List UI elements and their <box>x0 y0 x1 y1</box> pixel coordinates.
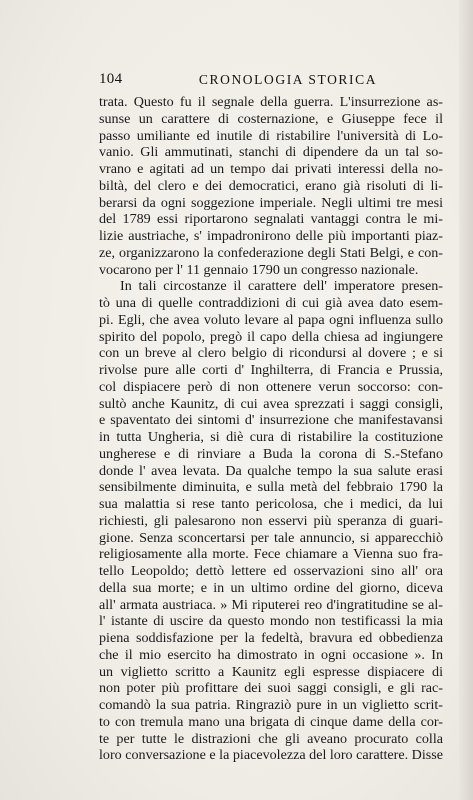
text-line: in tutta Ungheria, si diè cura di ristabilire la costituzione <box>99 429 443 445</box>
text-line: In tali circostanze il carattere dell' imperatore presen- <box>120 278 443 295</box>
running-title: CRONOLOGIA STORICA <box>198 72 378 87</box>
text-line: del 1789 essi riportarono segnalati vantaggi contra le mi- <box>99 211 443 228</box>
text-line: to con tremula mano una brigata di cinque dame della cor- <box>99 713 443 730</box>
text-line: tò una di quelle contraddizioni di cui già avea dato esem- <box>99 295 443 311</box>
text-line: vocarono per l' 11 gennaio 1790 un congresso nazionale. <box>99 261 419 278</box>
text-line: trata. Questo fu il segnale della guerra. L'insurrezione as- <box>99 94 443 110</box>
body-text <box>99 94 443 764</box>
text-line: comandò la sua patria. Ringraziò pure in un viglietto scrit- <box>99 697 443 713</box>
text-line: sua malattia si rese tanto pericolosa, che i medici, da lui <box>99 496 443 512</box>
text-line: gione. Senza sconcertarsi per tale annuncio, si apparecchiò <box>99 529 443 546</box>
text-line: biltà, del clero e dei democratici, erano già risoluti di li- <box>99 177 443 194</box>
page-number: 104 <box>99 71 123 87</box>
text-line: col dispiacere però di non ottenere verun soccorso: con- <box>99 378 443 395</box>
text-line: religiosamente alla morte. Fece chiamare a Vienna suo fra- <box>99 546 443 563</box>
text-line: piena soddisfazione per la fedeltà, bravura ed obbedienza <box>99 630 443 646</box>
text-line: vanio. Gli ammutinati, stanchi di dipendere da un tal so- <box>99 144 443 161</box>
text-line: l' istante di uscire da questo mondo non testificassi la mia <box>99 613 443 630</box>
page-gutter-shadow <box>459 0 473 800</box>
text-line: che il mio esercito ha dimostrato in ogni occasione ». In <box>99 646 443 663</box>
text-line: loro conversazione e la piacevolezza del loro carattere. Disse <box>99 747 443 764</box>
page-header <box>99 71 437 91</box>
text-line: berarsi da ogni soggezione imperiale. Negli ultimi tre mesi <box>99 194 443 211</box>
text-line: e spaventato dei sintomi d' insurrezione che manifestavansi <box>99 412 443 429</box>
text-line: donde l' avea levata. Da qualche tempo la sua salute erasi <box>99 462 443 479</box>
text-line: spirito del popolo, pregò il capo della chiesa ad ingiungere <box>99 328 443 345</box>
text-line: tello Leopoldo; dettò lettere ed osservazioni sino all' ora <box>99 563 443 579</box>
text-line: lizie austriache, s' impadronirono delle più importanti piaz- <box>99 228 443 244</box>
text-line: passo umiliante ed inutile di ristabilire l'università di Lo- <box>99 127 443 144</box>
text-line: rivolse pure alle corti d' Inghilterra, di Francia e Prussia, <box>99 362 443 378</box>
text-line: all' armata austriaca. » Mi riputerei reo d'ingratitudine se al- <box>99 596 443 613</box>
text-line: con un breve al clero belgio di ricondursi al dovere ; e si <box>99 345 443 362</box>
text-line: pi. Egli, che avea voluto levare al papa ogni influenza sullo <box>99 311 443 328</box>
text-line: un viglietto scritto a Kaunitz egli espresse dispiacere di <box>99 663 443 680</box>
text-line: richiesti, gli palesarono non esservi più speranza di guari- <box>99 512 443 529</box>
text-line: sunse un carattere di costernazione, e Giuseppe fece il <box>99 110 443 127</box>
text-line: non poter più profittare dei suoi saggi consigli, e gli rac- <box>99 680 443 697</box>
text-line: ungherese e di rinviare a Buda la corona di S.-Stefano <box>99 445 443 462</box>
text-line: vrano e agitati ad un tempo dai privati interessi della no- <box>99 161 443 177</box>
text-line: della sua morte; e in un ultimo ordine del giorno, diceva <box>99 579 443 596</box>
text-line: sensibilmente diminuita, e sulla metà del febbraio 1790 la <box>99 479 443 496</box>
text-line: sultò anche Kaunitz, di cui avea sprezzati i saggi consigli, <box>99 395 443 412</box>
text-line: te per tutte le distrazioni che gli aveano procurato colla <box>99 730 443 747</box>
text-line: ze, organizzarono la confederazione degli Stati Belgi, e con- <box>99 244 443 261</box>
